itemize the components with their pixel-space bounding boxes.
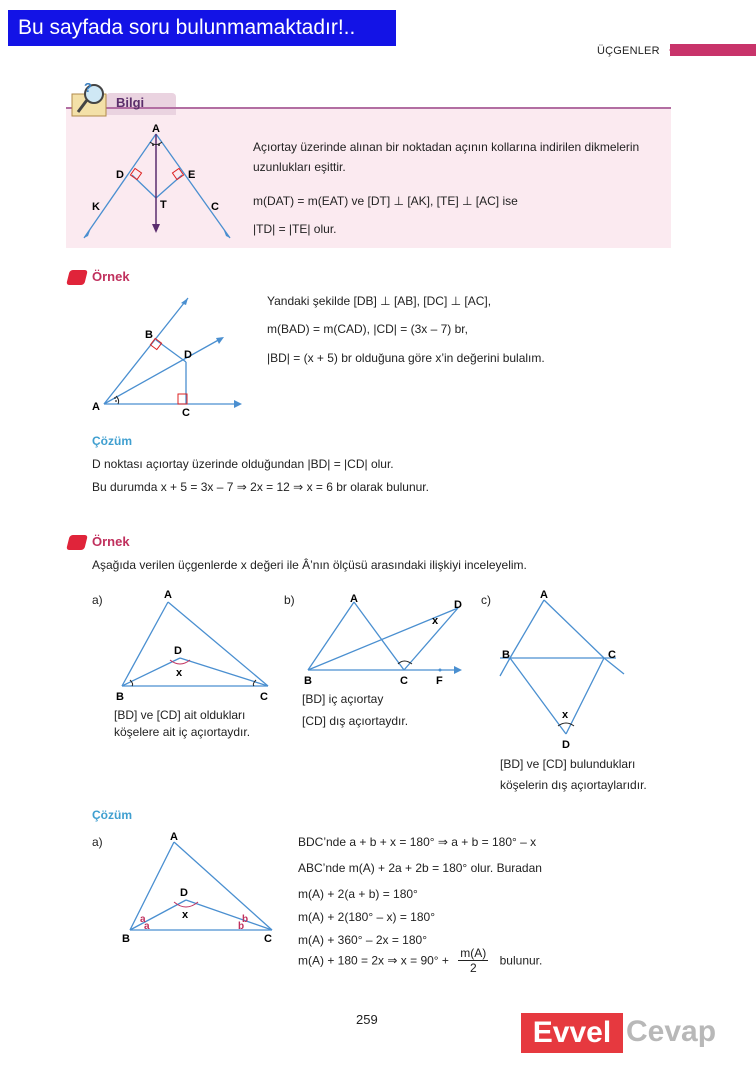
label-D: D: [174, 645, 182, 657]
watermark-brand-a: Evvel: [521, 1013, 623, 1053]
example2-b-caption-2: [CD] dış açıortaydır.: [302, 714, 409, 728]
unit-tab-bar: [670, 44, 756, 56]
label-a: a: [144, 921, 150, 932]
solution2-line-4: m(A) + 2(180° – x) = 180°: [298, 910, 435, 924]
solution2-line-6: [298, 946, 542, 975]
info-text-2: uzunlukları eşittir.: [253, 160, 346, 174]
solution2-last-left: m(A) + 180 = 2x ⇒ x = 90° +: [298, 953, 449, 968]
info-title: Bilgi: [116, 95, 145, 110]
example2-c-caption-2: köşelerin dış açıortaylarıdır.: [500, 778, 647, 792]
label-K: K: [92, 201, 100, 213]
label-A: A: [92, 401, 100, 413]
label-A: A: [170, 831, 178, 843]
fraction-numerator: m(A): [460, 946, 487, 960]
label-A: A: [540, 589, 548, 601]
label-B: B: [502, 649, 510, 661]
solution2-line-2: ABC’nde m(A) + 2a + 2b = 180° olur. Buradan: [298, 861, 542, 875]
example2-c-caption-1: [BD] ve [CD] bulundukları: [500, 757, 636, 771]
example2-a-caption-1: [BD] ve [CD] ait oldukları: [114, 708, 246, 722]
solution2-fraction: [458, 946, 488, 975]
label-B: B: [145, 329, 153, 341]
label-B: B: [122, 933, 130, 944]
label-A: A: [152, 123, 160, 135]
label-B: B: [116, 691, 124, 702]
example2-title: Örnek: [92, 534, 130, 549]
solution2-line-3: m(A) + 2(a + b) = 180°: [298, 887, 418, 901]
magnifier-icon: [68, 80, 112, 120]
info-formula-1: m(DAT) = m(EAT) ve [DT] ⊥ [AK], [TE] ⊥ [AC] ise: [253, 194, 518, 208]
label-C: C: [260, 691, 268, 702]
example1-line-1: Yandaki şekilde [DB] ⊥ [AB], [DC] ⊥ [AC],: [267, 294, 492, 308]
info-figure: [74, 118, 244, 244]
label-C: C: [400, 675, 408, 687]
label-C: C: [182, 407, 190, 419]
example2-c-tag: c): [481, 593, 491, 607]
unit-title: ÜÇGENLER: [597, 45, 660, 57]
example1-line-3: |BD| = (x + 5) br olduğuna göre x’in değerini bulalım.: [267, 351, 545, 365]
label-b: b: [242, 914, 249, 925]
example2-b-tag: b): [284, 593, 295, 607]
example-icon: [66, 270, 88, 285]
label-A: A: [164, 589, 172, 601]
solution2-line-1: BDC’nde a + b + x = 180° ⇒ a + b = 180° – x: [298, 835, 537, 849]
example2-b-caption-1: [BD] iç açıortay: [302, 692, 384, 706]
fraction-denominator: 2: [469, 961, 477, 975]
info-divider: [66, 107, 671, 109]
label-D: D: [562, 739, 570, 750]
label-B: B: [304, 675, 312, 687]
label-D: D: [184, 349, 192, 361]
label-C: C: [211, 201, 219, 213]
label-C: C: [264, 933, 272, 944]
svg-text:?: ?: [84, 80, 92, 95]
example2-intro: Aşağıda verilen üçgenlerde x değeri ile Â’nın ölçüsü arasındaki ilişkiyi inceleyelim.: [92, 558, 527, 572]
example-icon: [66, 535, 88, 550]
solution1-title: Çözüm: [92, 434, 132, 448]
example1-line-2: m(BAD) = m(CAD), |CD| = (3x – 7) br,: [267, 322, 468, 336]
solution1-line-2: Bu durumda x + 5 = 3x – 7 ⇒ 2x = 12 ⇒ x = 6 br olarak bulunur.: [92, 480, 429, 494]
label-a: a: [140, 914, 146, 925]
example1-title: Örnek: [92, 269, 130, 284]
solution2-line-5: m(A) + 360° – 2x = 180°: [298, 933, 427, 947]
info-text-1: Açıortay üzerinde alınan bir noktadan açının kollarına indirilen dikmelerin: [253, 140, 640, 154]
label-T: T: [160, 199, 167, 211]
solution2-title: Çözüm: [92, 808, 132, 822]
top-banner: Bu sayfada soru bulunmamaktadır!..: [8, 10, 396, 46]
example1-figure: [90, 290, 250, 420]
label-D: D: [116, 169, 124, 181]
solution2-tag: a): [92, 835, 103, 849]
label-x: x: [432, 615, 439, 627]
label-E: E: [188, 169, 196, 181]
example2-a-figure: [110, 588, 280, 702]
example2-a-tag: a): [92, 593, 103, 607]
label-D: D: [454, 599, 462, 611]
label-A: A: [350, 593, 358, 605]
label-x: x: [176, 667, 183, 679]
page-number: 259: [356, 1012, 378, 1027]
label-F: F: [436, 675, 443, 687]
label-b: b: [238, 921, 245, 932]
label-C: C: [608, 649, 616, 661]
label-D: D: [180, 887, 188, 899]
info-formula-2: |TD| = |TE| olur.: [253, 222, 337, 236]
label-x: x: [182, 909, 189, 921]
example2-a-caption-2: köşelere ait iç açıortaydır.: [114, 725, 251, 739]
watermark-brand-b: Cevap: [626, 1015, 717, 1048]
label-x: x: [562, 709, 569, 721]
example2-b-figure: [300, 592, 466, 692]
example2-c-figure: [496, 586, 632, 750]
solution1-line-1: D noktası açıortay üzerinde olduğundan |BD| = |CD| olur.: [92, 457, 394, 471]
solution2-figure: [116, 828, 286, 944]
solution2-last-right: bulunur.: [499, 953, 543, 968]
